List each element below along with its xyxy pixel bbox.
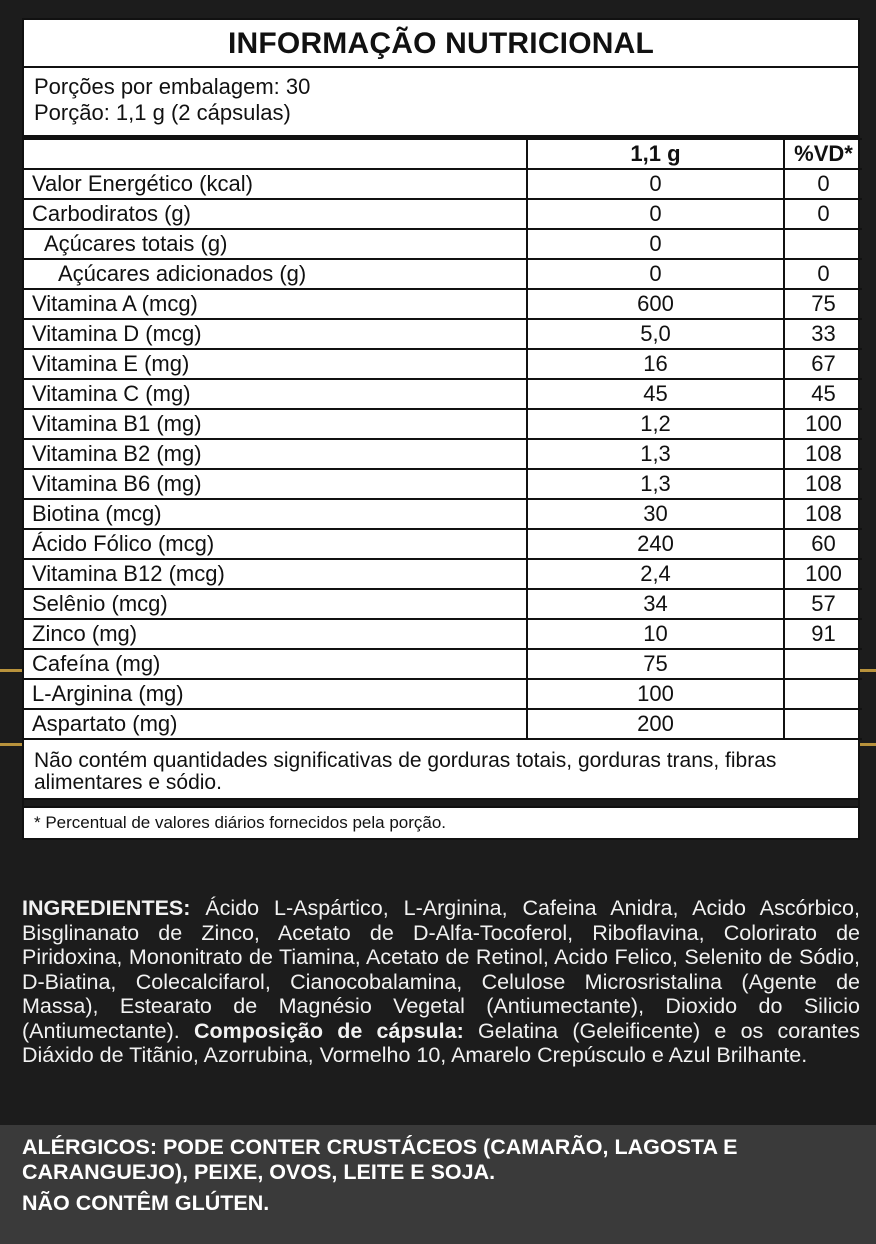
allergen-warning: ALÉRGICOS: PODE CONTER CRUSTÁCEOS (CAMARÃO, LAGOSTA E CARANGUEJO), PEIXE, OVOS, LEITE E SOJA. (22, 1135, 738, 1184)
nutrition-facts-panel (22, 18, 860, 840)
nutrient-amount: 600 (527, 289, 784, 319)
nutrition-table (24, 138, 862, 740)
nutrient-name: Açúcares totais (g) (24, 229, 527, 259)
nutrient-dv: 100 (784, 409, 862, 439)
nutrient-amount: 0 (527, 259, 784, 289)
table-row (24, 589, 862, 619)
divider (24, 800, 858, 808)
table-row (24, 679, 862, 709)
table-row (24, 649, 862, 679)
nutrient-name: Ácido Fólico (mcg) (24, 529, 527, 559)
ingredients-label: INGREDIENTES: (22, 896, 191, 920)
nutrient-name: Biotina (mcg) (24, 499, 527, 529)
nutrient-amount: 0 (527, 229, 784, 259)
nutrient-dv (784, 229, 862, 259)
servings-info (24, 68, 858, 138)
nutrient-amount: 1,3 (527, 469, 784, 499)
table-row (24, 379, 862, 409)
table-row (24, 469, 862, 499)
nutrient-name: Vitamina C (mg) (24, 379, 527, 409)
nutrient-amount: 0 (527, 169, 784, 199)
header-amount: 1,1 g (527, 139, 784, 169)
table-row (24, 439, 862, 469)
nutrient-amount: 30 (527, 499, 784, 529)
table-row (24, 229, 862, 259)
nutrient-name: Vitamina E (mg) (24, 349, 527, 379)
nutrient-amount: 2,4 (527, 559, 784, 589)
nutrient-name: Cafeína (mg) (24, 649, 527, 679)
gold-accent-right (860, 669, 876, 672)
nutrient-dv (784, 679, 862, 709)
nutrition-note: Não contém quantidades significativas de gorduras totais, gorduras trans, fibras alimentares e sódio. (24, 740, 858, 800)
table-header-row (24, 139, 862, 169)
table-row (24, 289, 862, 319)
table-row (24, 199, 862, 229)
nutrient-name: Zinco (mg) (24, 619, 527, 649)
nutrient-name: Vitamina A (mcg) (24, 289, 527, 319)
nutrient-dv: 108 (784, 499, 862, 529)
nutrient-amount: 200 (527, 709, 784, 739)
nutrient-amount: 1,3 (527, 439, 784, 469)
nutrient-dv: 108 (784, 469, 862, 499)
nutrient-amount: 0 (527, 199, 784, 229)
nutrient-amount: 10 (527, 619, 784, 649)
gluten-statement: NÃO CONTÊM GLÚTEN. (22, 1191, 270, 1215)
gold-accent-right-lower (860, 743, 876, 746)
gold-accent-left (0, 669, 22, 672)
servings-per-package: Porções por embalagem: 30 (34, 74, 311, 99)
allergen-band (0, 1125, 876, 1244)
portion-size: Porção: 1,1 g (2 cápsulas) (34, 100, 291, 125)
table-row (24, 619, 862, 649)
gold-accent-left-lower (0, 743, 22, 746)
nutrient-amount: 1,2 (527, 409, 784, 439)
nutrient-name: Vitamina B1 (mg) (24, 409, 527, 439)
nutrient-amount: 34 (527, 589, 784, 619)
nutrient-dv: 45 (784, 379, 862, 409)
nutrient-dv: 67 (784, 349, 862, 379)
nutrient-name: Carbodiratos (g) (24, 199, 527, 229)
table-row (24, 409, 862, 439)
table-row (24, 349, 862, 379)
table-row (24, 259, 862, 289)
nutrient-dv: 91 (784, 619, 862, 649)
nutrient-dv (784, 649, 862, 679)
nutrient-dv: 75 (784, 289, 862, 319)
table-row (24, 529, 862, 559)
nutrient-name: Vitamina B2 (mg) (24, 439, 527, 469)
nutrient-dv: 0 (784, 259, 862, 289)
ingredients-text (22, 896, 860, 1068)
nutrient-dv: 33 (784, 319, 862, 349)
nutrient-dv: 108 (784, 439, 862, 469)
header-name (24, 139, 527, 169)
nutrient-name: Selênio (mcg) (24, 589, 527, 619)
nutrient-amount: 45 (527, 379, 784, 409)
table-row (24, 499, 862, 529)
table-row (24, 559, 862, 589)
footnote: * Percentual de valores diários fornecidos pela porção. (34, 813, 447, 832)
capsule-label: Composição de cápsula: (193, 1018, 464, 1043)
nutrient-dv: 100 (784, 559, 862, 589)
nutrient-dv: 60 (784, 529, 862, 559)
table-row (24, 169, 862, 199)
nutrient-amount: 75 (527, 649, 784, 679)
nutrient-amount: 240 (527, 529, 784, 559)
ingredients-list: Ácido L-Aspártico, L-Arginina, Cafeina Anidra, Acido Ascórbico, Bisglinanato de Zinco, Acetato de D-Alfa-Tocoferol, Riboflavina, Colorirato de Piridoxina, Mononitrato de Tiamina, Acetato de Retinol, Acido Felico, Selenito de Sódio, D-Biatina, Colecalcifarol, Cianocobalamina, Celulose Microsristalina (Agente de Massa), Estearato de Magnésio Vegetal (Antiumectante), Dioxido do Silicio (Antiumectante). (22, 896, 860, 1043)
nutrient-amount: 16 (527, 349, 784, 379)
nutrient-name: Vitamina D (mcg) (24, 319, 527, 349)
nutrient-dv: 0 (784, 199, 862, 229)
nutrient-dv (784, 709, 862, 739)
nutrient-name: Açúcares adicionados (g) (24, 259, 527, 289)
nutrient-name: Aspartato (mg) (24, 709, 527, 739)
nutrition-title: INFORMAÇÃO NUTRICIONAL (24, 20, 858, 68)
nutrient-dv: 0 (784, 169, 862, 199)
nutrient-name: L-Arginina (mg) (24, 679, 527, 709)
nutrient-name: Vitamina B12 (mcg) (24, 559, 527, 589)
table-row (24, 709, 862, 739)
nutrient-name: Vitamina B6 (mg) (24, 469, 527, 499)
nutrient-amount: 5,0 (527, 319, 784, 349)
nutrient-name: Valor Energético (kcal) (24, 169, 527, 199)
nutrient-dv: 57 (784, 589, 862, 619)
nutrient-amount: 100 (527, 679, 784, 709)
capsule-list: Gelatina (Geleificente) e os corantes Diáxido de Titãnio, Azorrubina, Vormelho 10, Amarelo Crepúsculo e Azul Brilhante. (22, 1018, 860, 1067)
header-dv: %VD* (784, 139, 862, 169)
table-row (24, 319, 862, 349)
